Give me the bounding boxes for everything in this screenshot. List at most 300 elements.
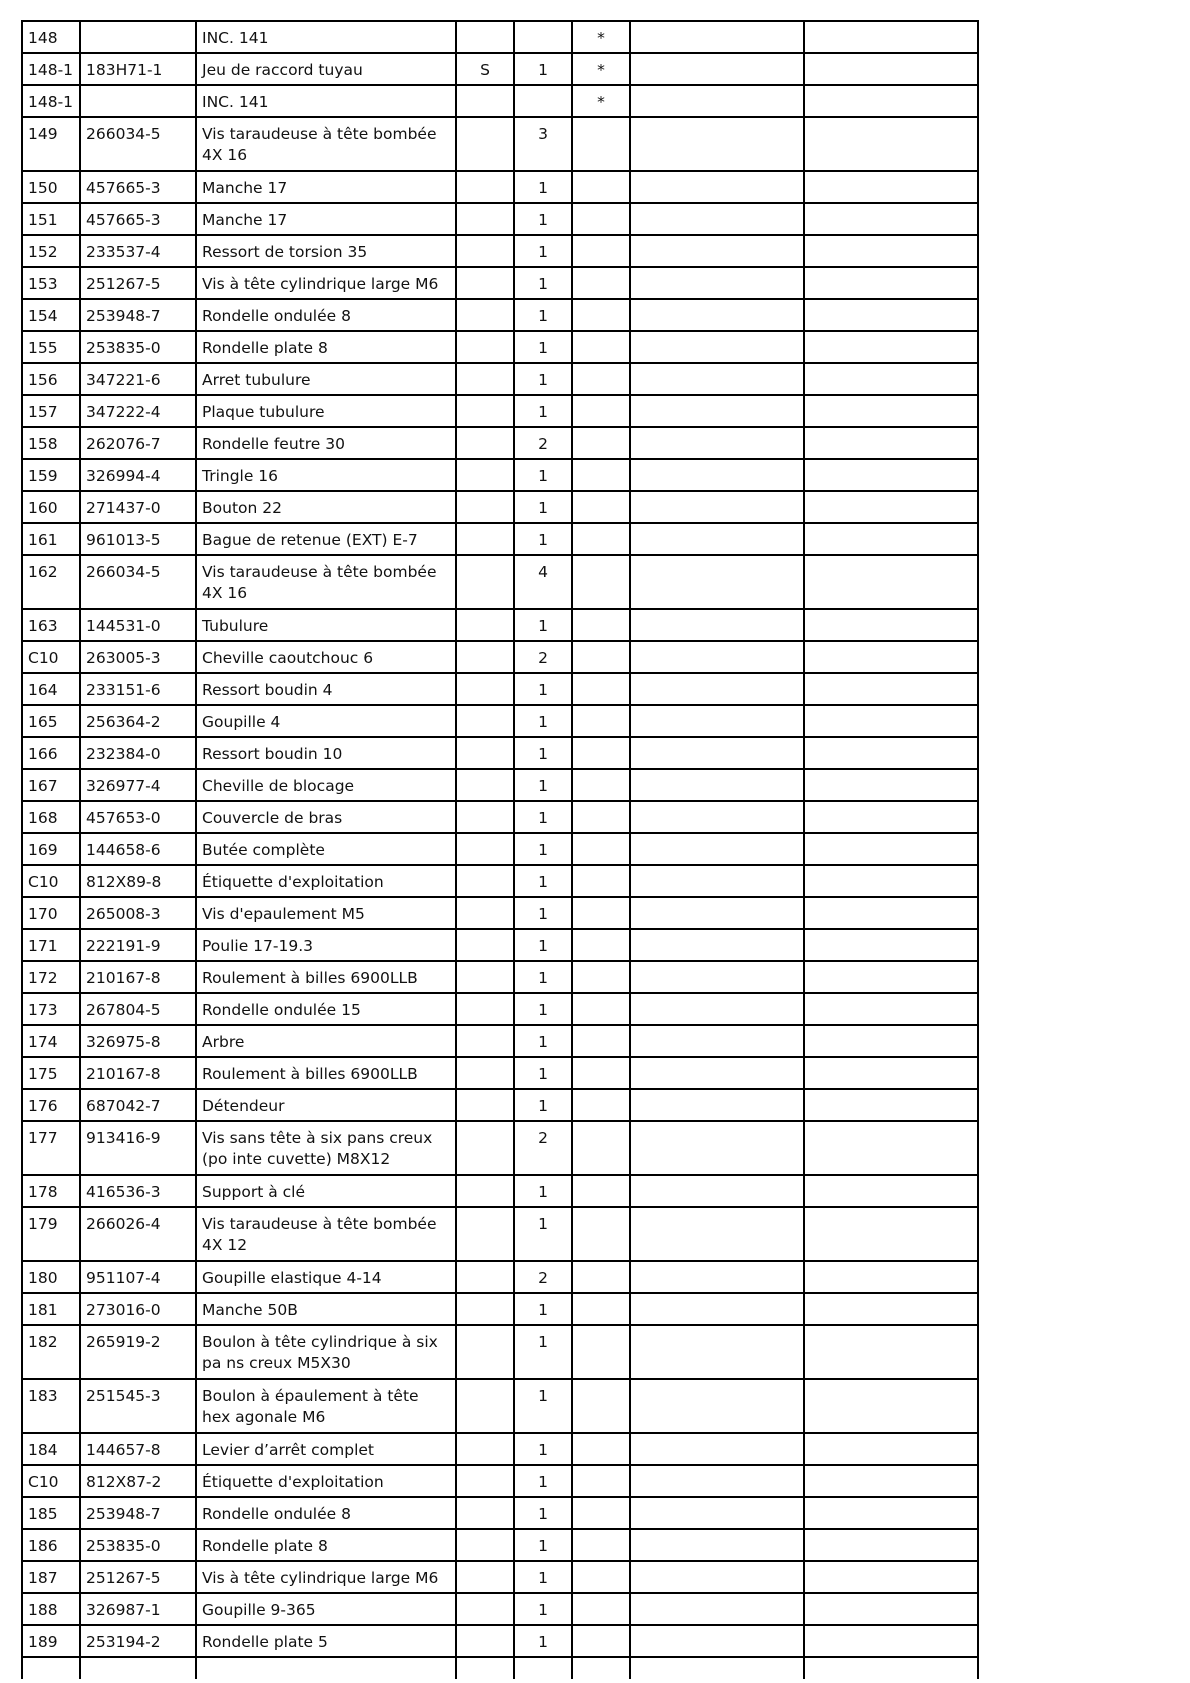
blank-cell xyxy=(630,1625,804,1657)
supply-flag-cell xyxy=(456,1025,514,1057)
description-cell: Rondelle ondulée 15 xyxy=(196,993,456,1025)
table-row xyxy=(22,1207,978,1261)
blank-cell xyxy=(804,737,978,769)
quantity-cell: 1 xyxy=(514,171,572,203)
description-cell: Arbre xyxy=(196,1025,456,1057)
quantity-cell: 1 xyxy=(514,737,572,769)
blank-cell xyxy=(804,171,978,203)
quantity-cell: 2 xyxy=(514,641,572,673)
blank-cell xyxy=(804,1529,978,1561)
quantity-cell: 2 xyxy=(514,1261,572,1293)
blank-cell xyxy=(196,1657,456,1679)
item-number-cell: 173 xyxy=(22,993,80,1025)
note-mark-cell xyxy=(572,491,630,523)
quantity-cell: 1 xyxy=(514,1465,572,1497)
quantity-cell: 1 xyxy=(514,961,572,993)
supply-flag-cell xyxy=(456,21,514,53)
quantity-cell: 1 xyxy=(514,1561,572,1593)
note-mark-cell xyxy=(572,609,630,641)
blank-cell xyxy=(630,673,804,705)
blank-cell xyxy=(22,1657,80,1679)
blank-cell xyxy=(804,491,978,523)
quantity-cell: 1 xyxy=(514,203,572,235)
blank-cell xyxy=(630,1089,804,1121)
quantity-cell: 1 xyxy=(514,363,572,395)
supply-flag-cell xyxy=(456,993,514,1025)
supply-flag-cell xyxy=(456,395,514,427)
note-mark-cell: * xyxy=(572,21,630,53)
note-mark-cell xyxy=(572,1261,630,1293)
note-mark-cell xyxy=(572,1325,630,1379)
description-cell: Plaque tubulure xyxy=(196,395,456,427)
blank-cell xyxy=(630,801,804,833)
supply-flag-cell xyxy=(456,929,514,961)
blank-cell xyxy=(630,331,804,363)
table-row xyxy=(22,833,978,865)
supply-flag-cell xyxy=(456,673,514,705)
item-number-cell: 148-1 xyxy=(22,53,80,85)
blank-cell xyxy=(630,737,804,769)
supply-flag-cell xyxy=(456,1175,514,1207)
part-code-cell: 347221-6 xyxy=(80,363,196,395)
description-cell: Bague de retenue (EXT) E-7 xyxy=(196,523,456,555)
blank-cell xyxy=(630,1561,804,1593)
blank-cell xyxy=(804,1561,978,1593)
table-row xyxy=(22,555,978,609)
item-number-cell: 149 xyxy=(22,117,80,171)
quantity-cell: 1 xyxy=(514,1175,572,1207)
blank-cell xyxy=(630,171,804,203)
part-code-cell: 232384-0 xyxy=(80,737,196,769)
quantity-cell: 1 xyxy=(514,1089,572,1121)
blank-cell xyxy=(630,459,804,491)
blank-cell xyxy=(630,235,804,267)
blank-cell xyxy=(804,267,978,299)
part-code-cell: 233151-6 xyxy=(80,673,196,705)
quantity-cell: 1 xyxy=(514,833,572,865)
description-cell: Rondelle ondulée 8 xyxy=(196,1497,456,1529)
table-row xyxy=(22,1057,978,1089)
table-row xyxy=(22,1325,978,1379)
note-mark-cell xyxy=(572,737,630,769)
note-mark-cell xyxy=(572,1561,630,1593)
blank-cell xyxy=(804,523,978,555)
item-number-cell: 178 xyxy=(22,1175,80,1207)
blank-cell xyxy=(804,117,978,171)
quantity-cell: 1 xyxy=(514,1529,572,1561)
note-mark-cell xyxy=(572,1625,630,1657)
description-cell: Manche 50B xyxy=(196,1293,456,1325)
part-code-cell: 951107-4 xyxy=(80,1261,196,1293)
quantity-cell: 1 xyxy=(514,865,572,897)
blank-cell xyxy=(804,801,978,833)
blank-cell xyxy=(804,299,978,331)
blank-cell xyxy=(630,491,804,523)
item-number-cell: 159 xyxy=(22,459,80,491)
blank-cell xyxy=(514,1657,572,1679)
blank-cell xyxy=(630,641,804,673)
note-mark-cell xyxy=(572,459,630,491)
item-number-cell: 151 xyxy=(22,203,80,235)
table-row xyxy=(22,203,978,235)
table-row xyxy=(22,1293,978,1325)
supply-flag-cell xyxy=(456,85,514,117)
blank-cell xyxy=(630,1379,804,1433)
quantity-cell: 1 xyxy=(514,299,572,331)
note-mark-cell xyxy=(572,395,630,427)
description-cell: Rondelle ondulée 8 xyxy=(196,299,456,331)
table-row xyxy=(22,523,978,555)
table-row xyxy=(22,1175,978,1207)
table-row xyxy=(22,427,978,459)
blank-cell xyxy=(630,1025,804,1057)
description-cell: Goupille 9-365 xyxy=(196,1593,456,1625)
table-row xyxy=(22,801,978,833)
part-code-cell: 265919-2 xyxy=(80,1325,196,1379)
blank-cell xyxy=(804,865,978,897)
blank-cell xyxy=(804,769,978,801)
description-cell: Détendeur xyxy=(196,1089,456,1121)
blank-cell xyxy=(630,267,804,299)
blank-cell xyxy=(572,1657,630,1679)
part-code-cell: 687042-7 xyxy=(80,1089,196,1121)
note-mark-cell xyxy=(572,993,630,1025)
description-cell: Poulie 17-19.3 xyxy=(196,929,456,961)
description-cell: Bouton 22 xyxy=(196,491,456,523)
description-cell: Manche 17 xyxy=(196,203,456,235)
table-row xyxy=(22,491,978,523)
description-cell: INC. 141 xyxy=(196,85,456,117)
blank-cell xyxy=(630,769,804,801)
note-mark-cell xyxy=(572,1465,630,1497)
item-number-cell: 166 xyxy=(22,737,80,769)
table-row xyxy=(22,1497,978,1529)
supply-flag-cell xyxy=(456,1293,514,1325)
item-number-cell: 160 xyxy=(22,491,80,523)
description-cell: Jeu de raccord tuyau xyxy=(196,53,456,85)
note-mark-cell xyxy=(572,1057,630,1089)
table-row xyxy=(22,1121,978,1175)
description-cell: Tringle 16 xyxy=(196,459,456,491)
supply-flag-cell xyxy=(456,897,514,929)
blank-cell xyxy=(630,395,804,427)
part-code-cell: 273016-0 xyxy=(80,1293,196,1325)
part-code-cell: 253835-0 xyxy=(80,331,196,363)
description-cell: Vis à tête cylindrique large M6 xyxy=(196,1561,456,1593)
item-number-cell: 183 xyxy=(22,1379,80,1433)
item-number-cell: 177 xyxy=(22,1121,80,1175)
part-code-cell: 913416-9 xyxy=(80,1121,196,1175)
part-code-cell: 253948-7 xyxy=(80,1497,196,1529)
quantity-cell: 1 xyxy=(514,705,572,737)
blank-cell xyxy=(80,1657,196,1679)
supply-flag-cell xyxy=(456,1325,514,1379)
note-mark-cell: * xyxy=(572,85,630,117)
blank-cell xyxy=(804,555,978,609)
part-code-cell: 326975-8 xyxy=(80,1025,196,1057)
quantity-cell: 1 xyxy=(514,395,572,427)
item-number-cell: 180 xyxy=(22,1261,80,1293)
supply-flag-cell xyxy=(456,1561,514,1593)
blank-cell xyxy=(630,523,804,555)
blank-cell xyxy=(804,1175,978,1207)
table-row xyxy=(22,673,978,705)
part-code-cell: 144531-0 xyxy=(80,609,196,641)
blank-cell xyxy=(804,363,978,395)
blank-cell xyxy=(804,1057,978,1089)
supply-flag-cell xyxy=(456,555,514,609)
blank-cell xyxy=(804,673,978,705)
quantity-cell: 1 xyxy=(514,459,572,491)
blank-cell xyxy=(630,1529,804,1561)
description-cell: Couvercle de bras xyxy=(196,801,456,833)
description-cell: Étiquette d'exploitation xyxy=(196,865,456,897)
supply-flag-cell xyxy=(456,1261,514,1293)
note-mark-cell xyxy=(572,1529,630,1561)
supply-flag-cell xyxy=(456,117,514,171)
item-number-cell: 156 xyxy=(22,363,80,395)
blank-cell xyxy=(804,459,978,491)
note-mark-cell xyxy=(572,427,630,459)
supply-flag-cell xyxy=(456,1057,514,1089)
quantity-cell xyxy=(514,21,572,53)
supply-flag-cell xyxy=(456,299,514,331)
part-code-cell: 326977-4 xyxy=(80,769,196,801)
item-number-cell: 186 xyxy=(22,1529,80,1561)
quantity-cell: 1 xyxy=(514,235,572,267)
note-mark-cell xyxy=(572,203,630,235)
blank-cell xyxy=(630,929,804,961)
blank-cell xyxy=(804,1657,978,1679)
description-cell: Vis d'epaulement M5 xyxy=(196,897,456,929)
description-cell: Rondelle plate 8 xyxy=(196,1529,456,1561)
blank-cell xyxy=(630,1593,804,1625)
part-code-cell: 256364-2 xyxy=(80,705,196,737)
supply-flag-cell xyxy=(456,769,514,801)
item-number-cell: 148-1 xyxy=(22,85,80,117)
blank-cell xyxy=(804,1593,978,1625)
part-code-cell: 251267-5 xyxy=(80,1561,196,1593)
part-code-cell: 144658-6 xyxy=(80,833,196,865)
description-cell: Étiquette d'exploitation xyxy=(196,1465,456,1497)
part-code-cell: 271437-0 xyxy=(80,491,196,523)
note-mark-cell: * xyxy=(572,53,630,85)
table-row xyxy=(22,1529,978,1561)
supply-flag-cell xyxy=(456,641,514,673)
item-number-cell: 182 xyxy=(22,1325,80,1379)
part-code-cell: 253194-2 xyxy=(80,1625,196,1657)
part-code-cell: 457665-3 xyxy=(80,171,196,203)
part-code-cell: 251267-5 xyxy=(80,267,196,299)
quantity-cell: 1 xyxy=(514,1625,572,1657)
quantity-cell: 1 xyxy=(514,1497,572,1529)
table-row xyxy=(22,1561,978,1593)
blank-cell xyxy=(804,1261,978,1293)
quantity-cell: 1 xyxy=(514,929,572,961)
blank-cell xyxy=(804,929,978,961)
supply-flag-cell xyxy=(456,865,514,897)
blank-cell xyxy=(804,609,978,641)
supply-flag-cell xyxy=(456,961,514,993)
quantity-cell: 2 xyxy=(514,427,572,459)
quantity-cell: 1 xyxy=(514,267,572,299)
blank-cell xyxy=(804,1089,978,1121)
note-mark-cell xyxy=(572,1121,630,1175)
note-mark-cell xyxy=(572,555,630,609)
note-mark-cell xyxy=(572,929,630,961)
supply-flag-cell xyxy=(456,363,514,395)
table-row xyxy=(22,1089,978,1121)
part-code-cell: 266034-5 xyxy=(80,555,196,609)
note-mark-cell xyxy=(572,1593,630,1625)
supply-flag-cell xyxy=(456,705,514,737)
item-number-cell: 187 xyxy=(22,1561,80,1593)
blank-cell xyxy=(630,1175,804,1207)
quantity-cell: 1 xyxy=(514,491,572,523)
supply-flag-cell xyxy=(456,1089,514,1121)
supply-flag-cell xyxy=(456,1121,514,1175)
note-mark-cell xyxy=(572,267,630,299)
quantity-cell: 1 xyxy=(514,523,572,555)
description-cell: Vis taraudeuse à tête bombée 4X 12 xyxy=(196,1207,456,1261)
quantity-cell: 1 xyxy=(514,1207,572,1261)
table-row xyxy=(22,1433,978,1465)
description-cell: Ressort boudin 10 xyxy=(196,737,456,769)
blank-cell xyxy=(804,331,978,363)
item-number-cell: 155 xyxy=(22,331,80,363)
blank-cell xyxy=(804,1025,978,1057)
description-cell: Goupille elastique 4-14 xyxy=(196,1261,456,1293)
blank-cell xyxy=(630,1433,804,1465)
quantity-cell: 1 xyxy=(514,609,572,641)
item-number-cell: 165 xyxy=(22,705,80,737)
item-number-cell: 172 xyxy=(22,961,80,993)
item-number-cell: 189 xyxy=(22,1625,80,1657)
description-cell: Levier d’arrêt complet xyxy=(196,1433,456,1465)
supply-flag-cell xyxy=(456,1207,514,1261)
table-row xyxy=(22,897,978,929)
blank-cell xyxy=(630,1261,804,1293)
table-row xyxy=(22,1625,978,1657)
supply-flag-cell xyxy=(456,267,514,299)
blank-cell xyxy=(804,1293,978,1325)
note-mark-cell xyxy=(572,171,630,203)
table-row xyxy=(22,705,978,737)
table-row xyxy=(22,117,978,171)
description-cell: Rondelle plate 5 xyxy=(196,1625,456,1657)
quantity-cell: 1 xyxy=(514,1025,572,1057)
blank-cell xyxy=(804,1625,978,1657)
blank-cell xyxy=(804,1465,978,1497)
supply-flag-cell xyxy=(456,1465,514,1497)
item-number-cell: 153 xyxy=(22,267,80,299)
item-number-cell: 184 xyxy=(22,1433,80,1465)
supply-flag-cell xyxy=(456,1379,514,1433)
blank-cell xyxy=(630,833,804,865)
note-mark-cell xyxy=(572,673,630,705)
note-mark-cell xyxy=(572,235,630,267)
description-cell: Butée complète xyxy=(196,833,456,865)
part-code-cell: 266026-4 xyxy=(80,1207,196,1261)
item-number-cell: 150 xyxy=(22,171,80,203)
blank-cell xyxy=(456,1657,514,1679)
part-code-cell: 144657-8 xyxy=(80,1433,196,1465)
note-mark-cell xyxy=(572,363,630,395)
part-code-cell: 267804-5 xyxy=(80,993,196,1025)
item-number-cell: C10 xyxy=(22,865,80,897)
note-mark-cell xyxy=(572,769,630,801)
item-number-cell: 154 xyxy=(22,299,80,331)
note-mark-cell xyxy=(572,1025,630,1057)
blank-cell xyxy=(630,85,804,117)
blank-cell xyxy=(630,363,804,395)
part-code-cell xyxy=(80,85,196,117)
description-cell: Ressort de torsion 35 xyxy=(196,235,456,267)
item-number-cell: 148 xyxy=(22,21,80,53)
part-code-cell: 251545-3 xyxy=(80,1379,196,1433)
blank-cell xyxy=(630,1121,804,1175)
description-cell: Ressort boudin 4 xyxy=(196,673,456,705)
blank-cell xyxy=(630,1207,804,1261)
supply-flag-cell xyxy=(456,737,514,769)
note-mark-cell xyxy=(572,833,630,865)
description-cell: Vis à tête cylindrique large M6 xyxy=(196,267,456,299)
table-row xyxy=(22,171,978,203)
part-code-cell: 326994-4 xyxy=(80,459,196,491)
quantity-cell: 1 xyxy=(514,673,572,705)
note-mark-cell xyxy=(572,1089,630,1121)
item-number-cell: 157 xyxy=(22,395,80,427)
note-mark-cell xyxy=(572,961,630,993)
description-cell: Cheville caoutchouc 6 xyxy=(196,641,456,673)
blank-cell xyxy=(804,1121,978,1175)
note-mark-cell xyxy=(572,1175,630,1207)
item-number-cell: 181 xyxy=(22,1293,80,1325)
supply-flag-cell xyxy=(456,1529,514,1561)
description-cell: Rondelle plate 8 xyxy=(196,331,456,363)
note-mark-cell xyxy=(572,801,630,833)
item-number-cell: 152 xyxy=(22,235,80,267)
table-row xyxy=(22,267,978,299)
supply-flag-cell xyxy=(456,1433,514,1465)
blank-cell xyxy=(630,427,804,459)
quantity-cell: 1 xyxy=(514,1593,572,1625)
part-code-cell: 416536-3 xyxy=(80,1175,196,1207)
supply-flag-cell xyxy=(456,331,514,363)
item-number-cell: 176 xyxy=(22,1089,80,1121)
table-row xyxy=(22,21,978,53)
quantity-cell: 1 xyxy=(514,1433,572,1465)
blank-cell xyxy=(804,833,978,865)
description-cell: INC. 141 xyxy=(196,21,456,53)
item-number-cell: 162 xyxy=(22,555,80,609)
table-row xyxy=(22,993,978,1025)
table-row xyxy=(22,395,978,427)
part-code-cell: 183H71-1 xyxy=(80,53,196,85)
part-code-cell xyxy=(80,21,196,53)
quantity-cell: 1 xyxy=(514,1325,572,1379)
table-row xyxy=(22,865,978,897)
table-row xyxy=(22,1379,978,1433)
supply-flag-cell xyxy=(456,609,514,641)
part-code-cell: 457653-0 xyxy=(80,801,196,833)
quantity-cell: 1 xyxy=(514,1379,572,1433)
note-mark-cell xyxy=(572,1207,630,1261)
supply-flag-cell xyxy=(456,523,514,555)
blank-cell xyxy=(630,1293,804,1325)
blank-cell xyxy=(630,117,804,171)
table-row xyxy=(22,85,978,117)
